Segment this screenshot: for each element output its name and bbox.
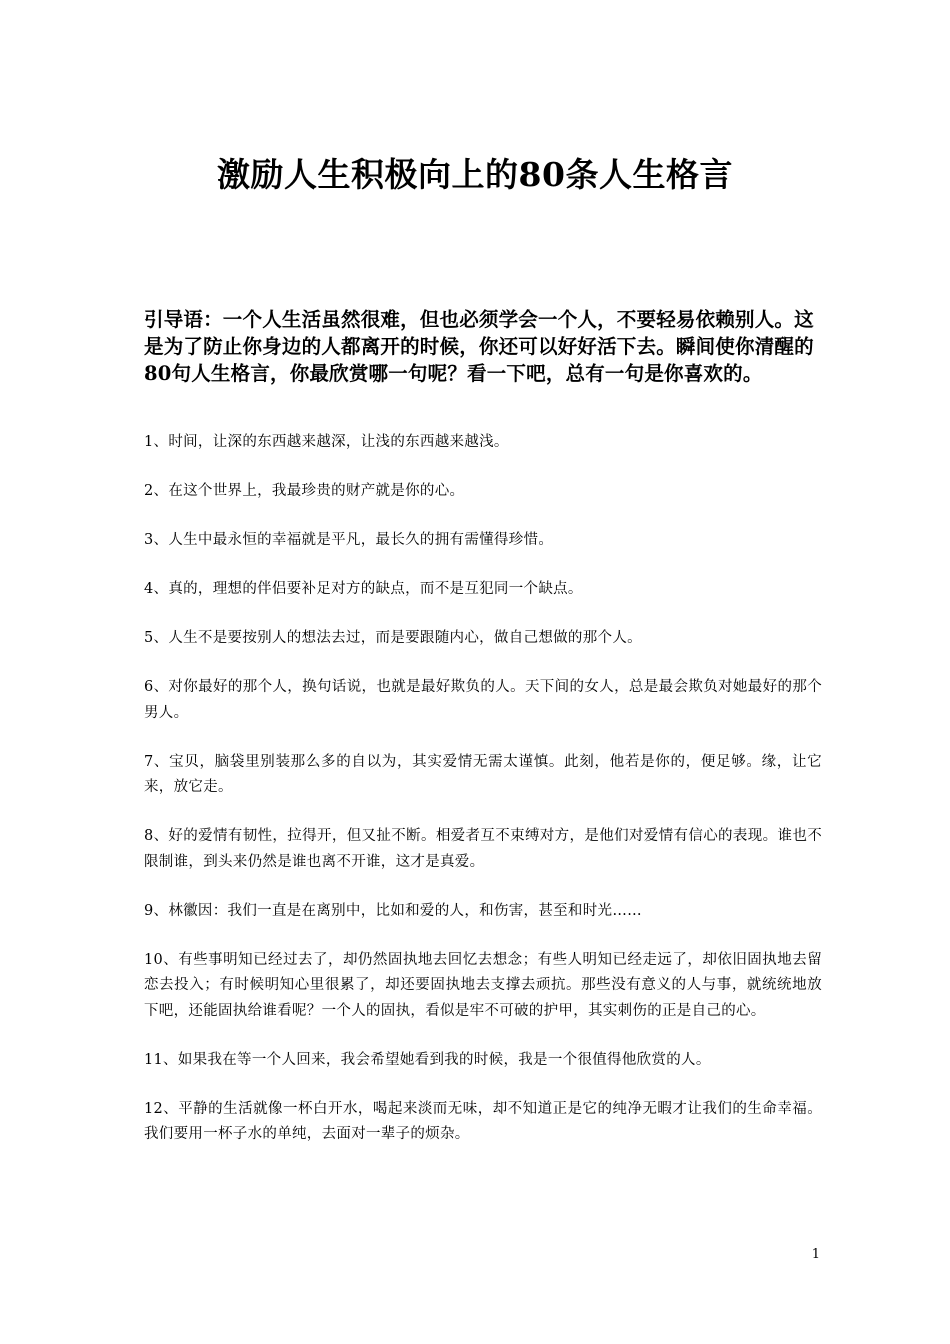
quote-item: 6、对你最好的那个人，换句话说，也就是最好欺负的人。天下间的女人，总是最会欺负对她最好的那个男人。 xyxy=(144,679,822,721)
quote-item: 12、平静的生活就像一杯白开水，喝起来淡而无味，却不知道正是它的纯净无暇才让我们的生命幸福。我们要用一杯子水的单纯，去面对一辈子的烦杂。 xyxy=(144,1100,822,1142)
quote-item: 10、有些事明知已经过去了，却仍然固执地去回忆去想念；有些人明知已经走远了，却依旧固执地去留恋去投入；有时候明知心里很累了，却还要固执地去支撑去顽抗。那些没有意义的人与事，就统统地放下吧，还能固执给谁看呢？一个人的固执，看似是牢不可破的护甲，其实刺伤的正是自己的心。 xyxy=(144,951,822,1019)
quote-item: 11、如果我在等一个人回来，我会希望她看到我的时候，我是一个很值得他欣赏的人。 xyxy=(144,1051,711,1068)
quote-item: 5、人生不是要按别人的想法去过，而是要跟随内心，做自己想做的那个人。 xyxy=(144,630,642,646)
document-title: 激励人生积极向上的80条人生格言 xyxy=(217,155,733,194)
intro-paragraph: 引导语：一个人生活虽然很难，但也必须学会一个人，不要轻易依赖别人。这是为了防止你身边的人都离开的时候，你还可以好好活下去。瞬间使你清醒的80句人生格言，你最欣赏哪一句呢？看一下吧，总有一句是你喜欢的。 xyxy=(144,308,814,385)
quote-item: 7、宝贝，脑袋里别装那么多的自以为，其实爱情无需太谨慎。此刻，他若是你的，便足够。缘，让它来，放它走。 xyxy=(144,753,822,795)
quote-item: 8、好的爱情有韧性，拉得开，但又扯不断。相爱者互不束缚对方，是他们对爱情有信心的表现。谁也不限制谁，到头来仍然是谁也离不开谁，这才是真爱。 xyxy=(144,828,822,870)
quote-item: 4、真的，理想的伴侣要补足对方的缺点，而不是互犯同一个缺点。 xyxy=(144,581,583,597)
quote-item: 3、人生中最永恒的幸福就是平凡，最长久的拥有需懂得珍惜。 xyxy=(144,532,554,548)
quote-item: 1、时间，让深的东西越来越深，让浅的东西越来越浅。 xyxy=(144,434,509,450)
quote-list xyxy=(144,430,822,1171)
quote-item: 9、林徽因：我们一直是在离别中，比如和爱的人，和伤害，甚至和时光…… xyxy=(144,902,642,919)
quote-item: 2、在这个世界上，我最珍贵的财产就是你的心。 xyxy=(144,483,465,499)
page-number: 1 xyxy=(811,1247,820,1262)
